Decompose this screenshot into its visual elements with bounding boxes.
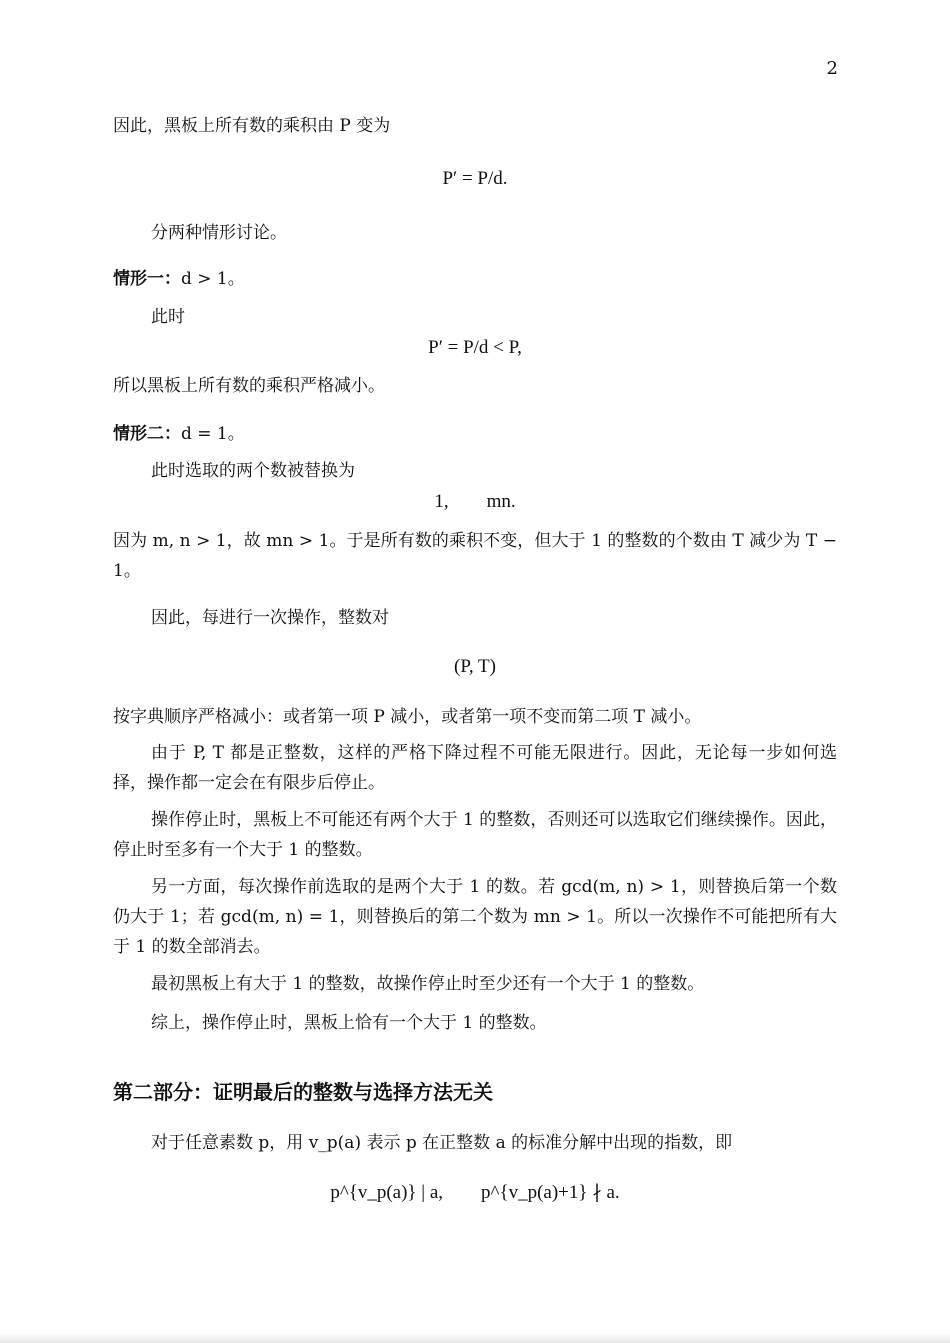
case-2-condition: d = 1。 [181,424,245,444]
case-2-title: 情形二： [113,424,181,444]
page-number: 2 [826,58,838,79]
equation-5: p^{v_p(a)} | a, p^{v_p(a)+1} ∤ a. [330,1182,620,1203]
paragraph-7: 因此，每进行一次操作，整数对 [151,608,389,628]
paragraph-4: 所以黑板上所有数的乘积严格减小。 [113,376,385,396]
paragraph-10: 操作停止时，黑板上不可能还有两个大于 1 的整数，否则还可以选取它们继续操作。因此，停止时至多有一个大于 1 的整数。 [113,810,837,860]
paragraph-14: 对于任意素数 p，用 v_p(a) 表示 p 在正整数 a 的标准分解中出现的指数，即 [151,1133,733,1153]
paragraph-13: 综上，操作停止时，黑板上恰有一个大于 1 的整数。 [151,1013,547,1033]
case-2-heading [113,419,837,449]
paragraph-11: 另一方面，每次操作前选取的是两个大于 1 的数。若 gcd(m, n) > 1，则替换后第一个数仍大于 1；若 gcd(m, n) = 1，则替换后的第二个数为 mn > 1。所以一次操作不可能把所有大于 1 的数全部消去。 [113,877,837,957]
paragraph-3: 此时 [151,307,185,327]
paragraph-9: 由于 P, T 都是正整数，这样的严格下降过程不可能无限进行。因此，无论每一步如何选择，操作都一定会在有限步后停止。 [113,743,837,793]
paragraph-5: 此时选取的两个数被替换为 [151,461,355,481]
paragraph-6: 因为 m, n > 1，故 mn > 1。于是所有数的乘积不变，但大于 1 的整数的个数由 T 减少为 T − 1。 [113,531,837,581]
equation-2: P′ = P/d < P, [428,337,522,358]
paragraph-1: 因此，黑板上所有数的乘积由 P 变为 [113,116,391,136]
paragraph-12: 最初黑板上有大于 1 的整数，故操作停止时至少还有一个大于 1 的整数。 [151,974,705,994]
equation-4: (P, T) [454,656,496,677]
section-title: 第二部分：证明最后的整数与选择方法无关 [113,1080,493,1104]
case-1-heading [113,264,837,294]
case-1-condition: d > 1。 [181,269,245,289]
page-bottom-edge [0,1333,950,1343]
equation-1: P′ = P/d. [442,168,508,189]
paragraph-8: 按字典顺序严格减小：或者第一项 P 减小，或者第一项不变而第二项 T 减小。 [113,707,702,727]
case-1-title: 情形一： [113,269,181,289]
equation-3: 1, mn. [434,491,516,512]
paragraph-2: 分两种情形讨论。 [151,223,287,243]
